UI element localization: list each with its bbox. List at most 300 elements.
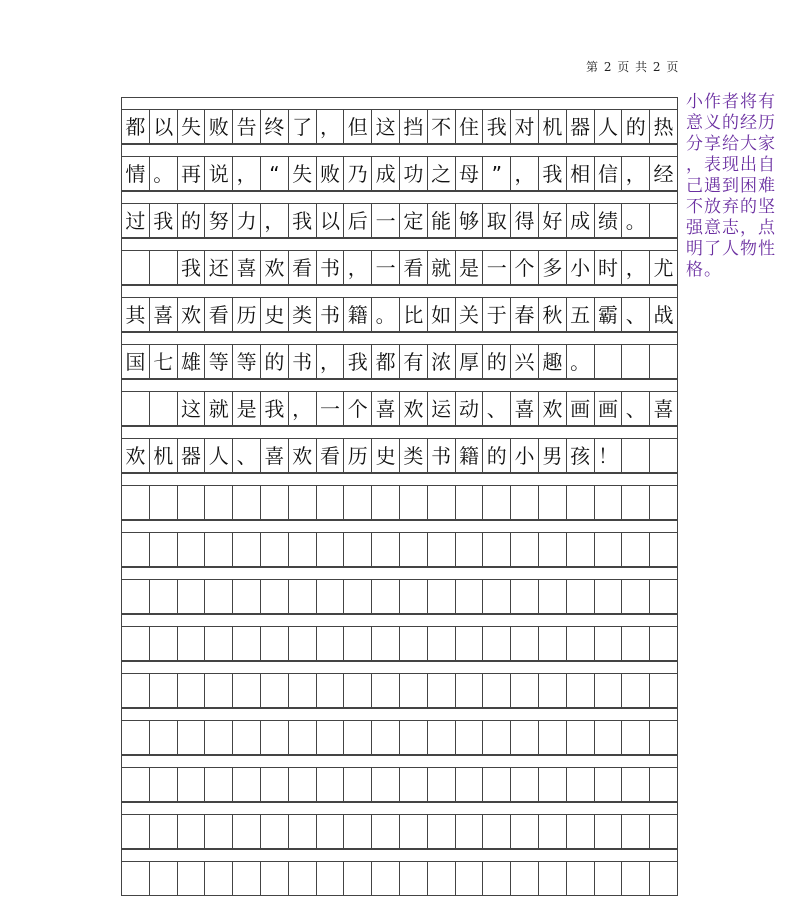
grid-cell (122, 533, 150, 566)
grid-cell (122, 862, 150, 895)
grid-cell (400, 768, 428, 801)
grid-cell: 看 (205, 298, 233, 331)
grid-cell (428, 580, 456, 613)
grid-cell: 一 (372, 251, 400, 284)
grid-cell: 我 (344, 345, 372, 378)
grid-cell: 画 (567, 392, 595, 425)
line-gap-band (121, 755, 678, 767)
grid-cell (122, 580, 150, 613)
grid-cell (400, 674, 428, 707)
grid-cell (511, 580, 539, 613)
grid-cell (456, 580, 484, 613)
grid-cell: 籍 (456, 439, 484, 472)
grid-cell (233, 533, 261, 566)
grid-cell: 就 (428, 251, 456, 284)
grid-cell: “ (261, 157, 289, 190)
margin-comment-line: 分享给大家 (686, 134, 776, 154)
grid-cell (289, 533, 317, 566)
grid-cell (622, 486, 650, 519)
grid-cell (400, 721, 428, 754)
grid-cell (261, 627, 289, 660)
grid-cell (567, 721, 595, 754)
line-gap-band (121, 144, 678, 156)
grid-cell: 不 (428, 110, 456, 143)
grid-cell (567, 815, 595, 848)
essay-line (121, 532, 678, 567)
grid-cell (344, 768, 372, 801)
grid-cell: 终 (261, 110, 289, 143)
grid-cell: 兴 (511, 345, 539, 378)
grid-cell: 的 (483, 439, 511, 472)
grid-cell: ” (483, 157, 511, 190)
grid-cell: 五 (567, 298, 595, 331)
grid-cell: 还 (205, 251, 233, 284)
grid-cell (317, 768, 345, 801)
grid-cell: 趣 (539, 345, 567, 378)
grid-cell (233, 486, 261, 519)
grid-cell: 功 (400, 157, 428, 190)
grid-cell (344, 815, 372, 848)
grid-cell (372, 580, 400, 613)
grid-cell (122, 251, 150, 284)
grid-cell: 。 (622, 204, 650, 237)
margin-comment-line: 意义的经历 (686, 113, 776, 133)
grid-cell (122, 392, 150, 425)
grid-cell: 个 (511, 251, 539, 284)
grid-cell (567, 580, 595, 613)
grid-cell (483, 815, 511, 848)
grid-cell: 喜 (233, 251, 261, 284)
grid-cell: 雄 (178, 345, 206, 378)
line-gap-band (121, 849, 678, 861)
grid-cell (456, 627, 484, 660)
grid-cell: 但 (344, 110, 372, 143)
grid-cell (511, 862, 539, 895)
grid-cell: 书 (317, 251, 345, 284)
essay-line (121, 109, 678, 144)
grid-cell: 喜 (650, 392, 678, 425)
grid-cell (372, 721, 400, 754)
grid-cell (622, 815, 650, 848)
grid-cell (317, 721, 345, 754)
grid-cell: 喜 (372, 392, 400, 425)
grid-cell (344, 486, 372, 519)
grid-cell (650, 345, 678, 378)
grid-cell: 绩 (595, 204, 623, 237)
grid-cell: 败 (317, 157, 345, 190)
margin-comment (686, 92, 798, 281)
grid-cell (289, 486, 317, 519)
grid-cell (344, 862, 372, 895)
grid-cell (150, 674, 178, 707)
grid-cell: 等 (205, 345, 233, 378)
grid-cell (650, 580, 678, 613)
grid-cell: 说 (205, 157, 233, 190)
grid-cell (511, 815, 539, 848)
grid-cell: 过 (122, 204, 150, 237)
grid-cell: 欢 (122, 439, 150, 472)
grid-cell (205, 768, 233, 801)
grid-cell (622, 674, 650, 707)
grid-cell (650, 204, 678, 237)
essay-line (121, 438, 678, 473)
grid-cell (650, 768, 678, 801)
grid-cell: 。 (150, 157, 178, 190)
grid-cell: 其 (122, 298, 150, 331)
line-gap-band (121, 661, 678, 673)
grid-cell (622, 439, 650, 472)
grid-cell: 都 (372, 345, 400, 378)
grid-cell (150, 815, 178, 848)
grid-cell (622, 580, 650, 613)
grid-cell: 秋 (539, 298, 567, 331)
grid-cell (595, 533, 623, 566)
grid-cell (456, 815, 484, 848)
grid-cell: 欢 (289, 439, 317, 472)
grid-cell (650, 486, 678, 519)
line-gap-band (121, 614, 678, 626)
grid-cell: ， (317, 110, 345, 143)
grid-cell: 我 (150, 204, 178, 237)
grid-cell: 、 (233, 439, 261, 472)
margin-comment-line: 格。 (686, 260, 722, 280)
grid-cell (428, 768, 456, 801)
grid-cell (456, 721, 484, 754)
grid-cell: 欢 (261, 251, 289, 284)
line-gap-band (121, 191, 678, 203)
grid-cell (372, 768, 400, 801)
grid-cell: 住 (456, 110, 484, 143)
grid-cell: 书 (317, 298, 345, 331)
grid-cell: 是 (456, 251, 484, 284)
grid-cell (567, 533, 595, 566)
grid-cell: 喜 (511, 392, 539, 425)
grid-cell (595, 345, 623, 378)
grid-cell (428, 533, 456, 566)
grid-cell (317, 674, 345, 707)
grid-cell (595, 580, 623, 613)
grid-cell (483, 768, 511, 801)
grid-cell: 器 (567, 110, 595, 143)
grid-cell: 历 (233, 298, 261, 331)
margin-comment-line: 不放弃的坚 (686, 197, 776, 217)
grid-cell (622, 533, 650, 566)
line-gap-band (121, 332, 678, 344)
grid-cell: 器 (178, 439, 206, 472)
grid-cell (261, 580, 289, 613)
line-gap-band (121, 473, 678, 485)
grid-cell (317, 486, 345, 519)
grid-cell: 这 (372, 110, 400, 143)
grid-cell (511, 533, 539, 566)
grid-cell (428, 486, 456, 519)
grid-cell (233, 674, 261, 707)
grid-cell (456, 674, 484, 707)
grid-cell (372, 486, 400, 519)
line-gap-band (121, 708, 678, 720)
grid-cell (622, 345, 650, 378)
grid-cell: 时 (595, 251, 623, 284)
grid-cell (595, 815, 623, 848)
grid-cell (261, 768, 289, 801)
grid-cell (317, 862, 345, 895)
grid-cell (178, 862, 206, 895)
grid-cell: 关 (456, 298, 484, 331)
grid-cell: 机 (539, 110, 567, 143)
grid-cell: 比 (400, 298, 428, 331)
grid-cell: 之 (428, 157, 456, 190)
grid-cell (261, 674, 289, 707)
grid-cell: 七 (150, 345, 178, 378)
grid-cell (428, 815, 456, 848)
grid-cell (483, 627, 511, 660)
grid-cell: 成 (567, 204, 595, 237)
grid-cell (205, 674, 233, 707)
grid-cell (622, 768, 650, 801)
grid-cell: 的 (178, 204, 206, 237)
grid-cell: 。 (372, 298, 400, 331)
grid-cell: 史 (261, 298, 289, 331)
grid-cell (178, 580, 206, 613)
grid-cell (122, 815, 150, 848)
grid-cell (650, 674, 678, 707)
grid-cell: 尤 (650, 251, 678, 284)
grid-cell (400, 862, 428, 895)
grid-cell (372, 533, 400, 566)
grid-cell: 以 (150, 110, 178, 143)
grid-cell: 情 (122, 157, 150, 190)
grid-cell (511, 674, 539, 707)
grid-cell: 力 (233, 204, 261, 237)
grid-cell: 运 (428, 392, 456, 425)
grid-cell (122, 627, 150, 660)
grid-cell (456, 486, 484, 519)
grid-cell: 类 (400, 439, 428, 472)
grid-cell: 成 (372, 157, 400, 190)
grid-cell (150, 251, 178, 284)
grid-cell: ， (289, 392, 317, 425)
grid-cell (567, 862, 595, 895)
grid-cell (289, 580, 317, 613)
grid-cell (539, 721, 567, 754)
grid-cell: 历 (344, 439, 372, 472)
grid-cell (456, 533, 484, 566)
grid-cell (595, 674, 623, 707)
grid-cell (483, 486, 511, 519)
grid-cell: 这 (178, 392, 206, 425)
essay-line (121, 485, 678, 520)
grid-cell: 够 (456, 204, 484, 237)
essay-line (121, 156, 678, 191)
grid-cell (233, 862, 261, 895)
essay-line (121, 203, 678, 238)
grid-cell: 我 (483, 110, 511, 143)
grid-cell: 得 (511, 204, 539, 237)
margin-comment-line: 小作者将有 (686, 92, 776, 112)
grid-cell (178, 627, 206, 660)
grid-cell: 等 (233, 345, 261, 378)
essay-line (121, 344, 678, 379)
grid-cell: 我 (178, 251, 206, 284)
essay-line (121, 250, 678, 285)
grid-cell: 信 (595, 157, 623, 190)
grid-cell (344, 533, 372, 566)
grid-cell (233, 580, 261, 613)
grid-cell (622, 627, 650, 660)
grid-cell: 定 (400, 204, 428, 237)
grid-cell (261, 815, 289, 848)
grid-cell: 的 (483, 345, 511, 378)
grid-cell: ， (261, 204, 289, 237)
composition-grid (121, 97, 678, 909)
grid-cell: 努 (205, 204, 233, 237)
grid-cell: 热 (650, 110, 678, 143)
grid-cell: 人 (205, 439, 233, 472)
grid-cell (344, 674, 372, 707)
grid-cell: 相 (567, 157, 595, 190)
grid-cell: 都 (122, 110, 150, 143)
grid-cell: 、 (483, 392, 511, 425)
grid-cell (122, 674, 150, 707)
grid-cell (178, 721, 206, 754)
grid-cell (595, 486, 623, 519)
grid-cell (539, 815, 567, 848)
grid-cell: 的 (622, 110, 650, 143)
grid-cell (150, 392, 178, 425)
grid-cell (178, 533, 206, 566)
grid-cell: 经 (650, 157, 678, 190)
grid-cell: 书 (428, 439, 456, 472)
grid-cell: 是 (233, 392, 261, 425)
grid-cell: 取 (483, 204, 511, 237)
grid-cell (650, 627, 678, 660)
grid-cell: 国 (122, 345, 150, 378)
margin-comment-line: 强意志，点 (686, 218, 776, 238)
grid-cell (372, 815, 400, 848)
grid-cell (344, 580, 372, 613)
grid-cell (150, 627, 178, 660)
grid-cell (289, 768, 317, 801)
grid-cell (595, 721, 623, 754)
grid-cell (122, 486, 150, 519)
grid-cell (233, 815, 261, 848)
grid-cell (205, 533, 233, 566)
grid-cell (539, 768, 567, 801)
grid-cell (344, 721, 372, 754)
grid-cell: 男 (539, 439, 567, 472)
grid-cell (511, 486, 539, 519)
grid-cell: 看 (317, 439, 345, 472)
grid-cell (289, 721, 317, 754)
grid-cell (428, 674, 456, 707)
grid-cell: ， (317, 345, 345, 378)
grid-cell (650, 862, 678, 895)
grid-cell (261, 486, 289, 519)
grid-cell (150, 721, 178, 754)
grid-cell (400, 580, 428, 613)
grid-cell: 的 (261, 345, 289, 378)
grid-cell (567, 486, 595, 519)
grid-cell (483, 862, 511, 895)
grid-cell (150, 486, 178, 519)
grid-cell (622, 721, 650, 754)
grid-cell: 看 (400, 251, 428, 284)
grid-cell: 春 (511, 298, 539, 331)
grid-cell: 多 (539, 251, 567, 284)
margin-comment-line: 己遇到困难 (686, 176, 776, 196)
grid-cell (261, 862, 289, 895)
line-gap-band (121, 802, 678, 814)
grid-cell (178, 815, 206, 848)
grid-cell (539, 580, 567, 613)
grid-cell: 。 (567, 345, 595, 378)
grid-cell: 浓 (428, 345, 456, 378)
essay-line (121, 673, 678, 708)
grid-cell (317, 580, 345, 613)
essay-line (121, 626, 678, 661)
grid-cell: 个 (344, 392, 372, 425)
grid-cell (567, 627, 595, 660)
grid-cell (650, 533, 678, 566)
grid-cell: 喜 (261, 439, 289, 472)
grid-cell: ， (233, 157, 261, 190)
grid-cell (261, 721, 289, 754)
grid-cell (539, 862, 567, 895)
essay-line (121, 814, 678, 849)
grid-cell: ， (344, 251, 372, 284)
line-gap-band (121, 567, 678, 579)
grid-cell (400, 627, 428, 660)
grid-cell: 一 (483, 251, 511, 284)
grid-cell (205, 627, 233, 660)
grid-cell: 欢 (400, 392, 428, 425)
grid-cell: 一 (372, 204, 400, 237)
grid-cell (511, 627, 539, 660)
grid-cell: 欢 (178, 298, 206, 331)
grid-cell (567, 768, 595, 801)
margin-comment-line: 明了人物性 (686, 239, 776, 259)
grid-cell (595, 768, 623, 801)
grid-cell (122, 768, 150, 801)
grid-cell (317, 627, 345, 660)
grid-cell: 史 (372, 439, 400, 472)
grid-cell (344, 627, 372, 660)
grid-cell: 我 (289, 204, 317, 237)
grid-cell (289, 862, 317, 895)
grid-cell (150, 768, 178, 801)
grid-cell: ， (511, 157, 539, 190)
grid-cell (595, 862, 623, 895)
grid-cell: 孩 (567, 439, 595, 472)
grid-cell (317, 533, 345, 566)
grid-cell (150, 862, 178, 895)
grid-cell: 看 (289, 251, 317, 284)
grid-cell: 人 (595, 110, 623, 143)
essay-line (121, 579, 678, 614)
grid-cell (205, 862, 233, 895)
grid-cell: 再 (178, 157, 206, 190)
grid-cell: 霸 (595, 298, 623, 331)
grid-cell (539, 627, 567, 660)
grid-cell (150, 580, 178, 613)
grid-cell (400, 533, 428, 566)
grid-cell (428, 627, 456, 660)
grid-cell: 我 (261, 392, 289, 425)
grid-cell: 战 (650, 298, 678, 331)
grid-cell (178, 674, 206, 707)
grid-cell: 我 (539, 157, 567, 190)
grid-cell: 、 (622, 298, 650, 331)
